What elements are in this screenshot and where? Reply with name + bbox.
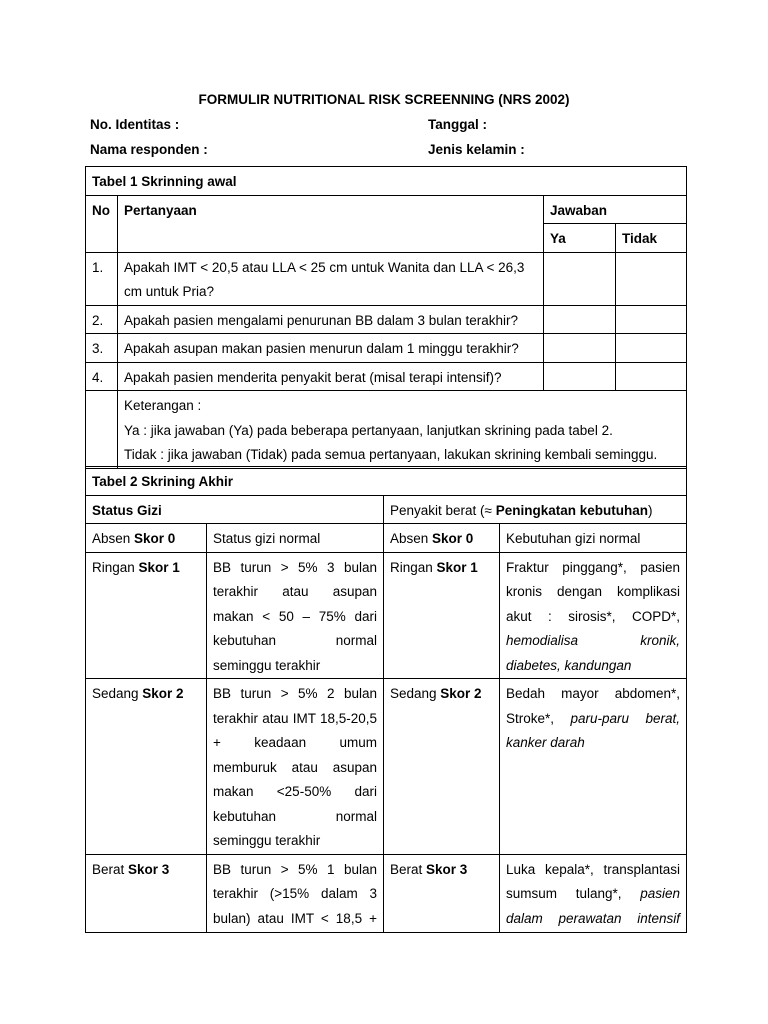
left-score-cell (86, 854, 207, 932)
score-value: Skor 1 (436, 559, 478, 575)
notes-ya: Ya : jika jawaban (Ya) pada beberapa pertanyaan, lanjutkan skrining pada tabel 2. (124, 422, 613, 438)
answer-tidak-cell[interactable] (616, 305, 687, 334)
table1-header-pertanyaan: Pertanyaan (118, 195, 544, 252)
table1-header-tidak: Tidak (616, 224, 687, 253)
penyakit-suffix: ) (648, 502, 653, 518)
right-desc-cell (500, 552, 687, 679)
score-value: Skor 0 (134, 531, 176, 546)
row-question: Apakah pasien mengalami penurunan BB dalam 3 bulan terakhir? (118, 305, 544, 334)
table-row (86, 305, 687, 334)
right-score-cell (384, 854, 500, 932)
row-question: Apakah asupan makan pasien menurun dalam 1 minggu terakhir? (118, 334, 544, 363)
no-identitas-label: No. Identitas : (90, 117, 180, 132)
table1-header-jawaban: Jawaban (544, 195, 687, 224)
left-score-cell (86, 552, 207, 679)
notes-cell (118, 391, 687, 469)
table-row (86, 252, 687, 305)
left-score-cell (86, 679, 207, 855)
row-number: 4. (86, 362, 118, 391)
left-desc-cell: Status gizi normal (207, 524, 384, 553)
desc-italic-text: paru-paru berat, kanker darah (506, 710, 681, 750)
table-skrinning-awal (85, 166, 687, 469)
answer-ya-cell[interactable] (544, 362, 616, 391)
score-label: Ringan (92, 559, 139, 575)
answer-ya-cell[interactable] (544, 305, 616, 334)
form-title: FORMULIR NUTRITIONAL RISK SCREENNING (NRS 2002) (198, 92, 570, 107)
status-gizi-header: Status Gizi (86, 495, 384, 524)
table1-header-ya: Ya (544, 224, 616, 253)
score-label: Sedang (390, 686, 441, 701)
score-value: Skor 3 (128, 861, 170, 877)
score-label: Ringan (390, 559, 437, 575)
right-desc-cell (500, 679, 687, 855)
table1-caption: Tabel 1 Skrinning awal (86, 167, 687, 196)
table-row (86, 362, 687, 391)
left-desc-cell: BB turun > 5% 3 bulan terakhir atau asupan makan < 50 – 75% dari kebutuhan normal seminggu terakhir (207, 552, 384, 679)
left-desc-cell: BB turun > 5% 1 bulan terakhir (>15% dalam 3 bulan) atau IMT < 18,5 + (207, 854, 384, 932)
desc-italic-text: pasien dalam perawatan intensif (506, 886, 681, 926)
penyakit-berat-header (384, 495, 687, 524)
left-score-cell (86, 524, 207, 553)
desc-text: Bedah mayor abdomen*, Stroke*, (506, 686, 681, 726)
right-desc-cell (500, 854, 687, 932)
desc-text: Fraktur pinggang*, pasien kronis dengan komplikasi akut : sirosis*, COPD*, (506, 559, 681, 624)
right-score-cell (384, 524, 500, 553)
score-label: Berat (390, 861, 427, 877)
table-row (86, 524, 687, 553)
score-value: Skor 0 (432, 531, 474, 546)
answer-ya-cell[interactable] (544, 334, 616, 363)
answer-ya-cell[interactable] (544, 252, 616, 305)
score-label: Absen (390, 531, 433, 546)
table-row (86, 552, 687, 679)
answer-tidak-cell[interactable] (616, 252, 687, 305)
tanggal-label: Tanggal : (428, 117, 487, 132)
notes-empty-cell (86, 391, 118, 469)
score-value: Skor 3 (426, 861, 468, 877)
table-skrining-akhir (85, 466, 687, 933)
nama-responden-label: Nama responden : (90, 142, 208, 157)
table2-caption: Tabel 2 Skrining Akhir (86, 467, 687, 496)
table-row (86, 679, 687, 855)
jenis-kelamin-label: Jenis kelamin : (428, 142, 525, 157)
row-question: Apakah IMT < 20,5 atau LLA < 25 cm untuk Wanita dan LLA < 26,3 cm untuk Pria? (118, 252, 544, 305)
score-value: Skor 1 (138, 559, 180, 575)
row-question: Apakah pasien menderita penyakit berat (misal terapi intensif)? (118, 362, 544, 391)
notes-title: Keterangan : (124, 398, 202, 413)
notes-tidak: Tidak : jika jawaban (Tidak) pada semua pertanyaan, lakukan skrining kembali seminggu. (124, 447, 658, 462)
score-value: Skor 2 (142, 686, 184, 701)
score-value: Skor 2 (440, 686, 482, 701)
penyakit-prefix: Penyakit berat (≈ (390, 502, 496, 518)
row-number: 1. (86, 252, 118, 305)
right-score-cell (384, 552, 500, 679)
table-row (86, 334, 687, 363)
score-label: Berat (92, 861, 129, 877)
table-row (86, 854, 687, 932)
penyakit-bold: Peningkatan kebutuhan (495, 502, 648, 518)
score-label: Sedang (92, 686, 143, 701)
answer-tidak-cell[interactable] (616, 362, 687, 391)
desc-text: Luka kepala*, transplantasi sumsum tulang*, (506, 861, 681, 901)
table1-header-no: No (86, 195, 118, 252)
score-label: Absen (92, 531, 135, 546)
right-desc-cell: Kebutuhan gizi normal (500, 524, 687, 553)
left-desc-cell: BB turun > 5% 2 bulan terakhir atau IMT 18,5-20,5 + keadaan umum memburuk atau asupan makan <25-50% dari kebutuhan normal seminggu terakhir (207, 679, 384, 855)
desc-italic-text: hemodialisa kronik, diabetes, kandungan (506, 633, 681, 673)
answer-tidak-cell[interactable] (616, 334, 687, 363)
row-number: 2. (86, 305, 118, 334)
right-score-cell (384, 679, 500, 855)
row-number: 3. (86, 334, 118, 363)
